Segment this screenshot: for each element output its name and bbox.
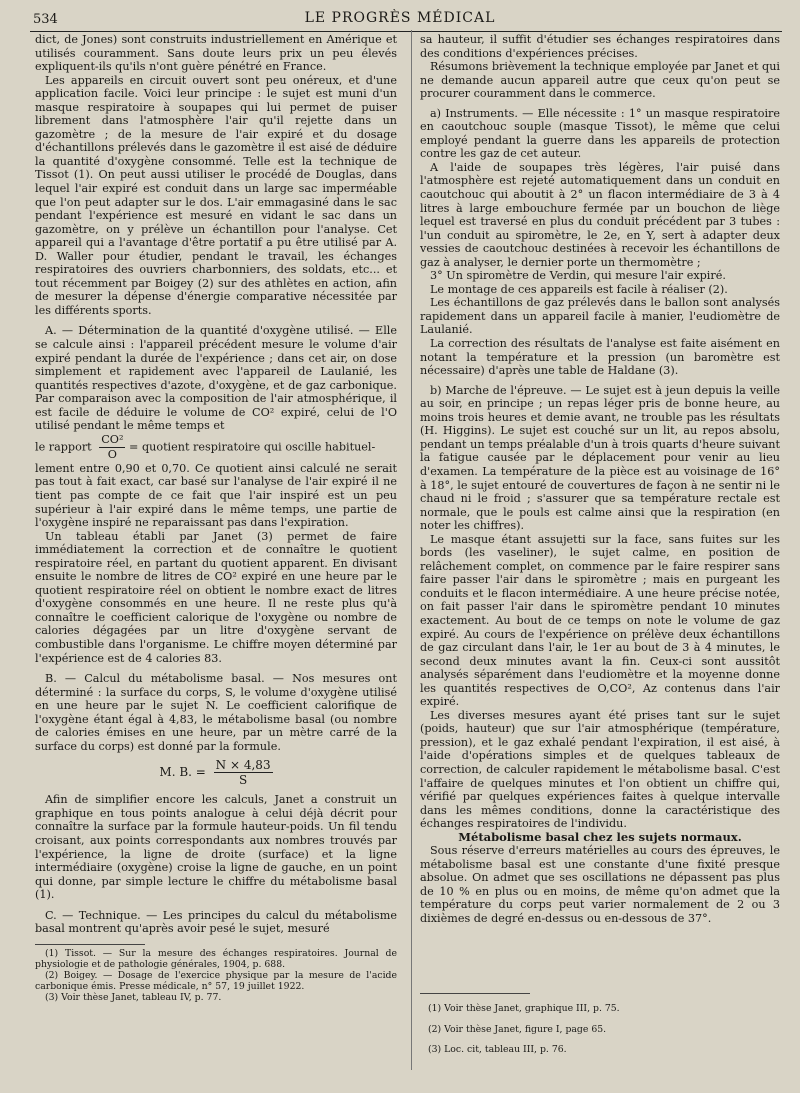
paragraph: dict, de Jones) sont construits industriellement en Amérique et utilisés couramment. Sans doute leurs prix un peu élevés expliquent-ils qu'ils n'ont guère pénétré en France. <box>35 33 397 74</box>
paragraph: lement entre 0,90 et 0,70. Ce quotient ainsi calculé ne serait pas tout à fait exact, car basé sur l'analyse de l'air expiré il ne tient pas compte de ce fait que l'air inspiré est un peu supérieur à l'air expiré dans le même temps, une partie de l'oxygène inspiré ne reparaissant pas dans l'expiration. <box>35 461 397 530</box>
paragraph: A l'aide de soupapes très légères, l'air puisé dans l'atmosphère est rejeté automatiquement dans un conduit en caoutchouc qui aboutit à 2° un flacon intermédiaire de 3 à 4 litres à large embouchure fermée par un bouchon de liège lequel est traversé en plus du conduit précédent par 3 tubes : l'un conduit au spiromètre, le 2e, en Y, sert à adapter deux vessies de caoutchouc destinées à recevoir les échantillons de gaz à analyser, le dernier porte un thermomètre ; <box>420 160 780 269</box>
formula-lead: M. B. = <box>159 765 206 780</box>
left-column <box>35 33 397 1003</box>
fraction <box>99 433 125 462</box>
header-rule <box>30 31 782 32</box>
section-heading: Métabolisme basal chez les sujets normaux. <box>458 829 742 844</box>
numerator: N × 4,83 <box>215 758 271 773</box>
metabolism-formula <box>35 758 397 787</box>
paragraph: La correction des résultats de l'analyse est faite aisément en notant la température et la pression (un baromètre est nécessaire) d'après une table de Haldane (3). <box>420 337 780 378</box>
formula-lead: le rapport <box>35 440 92 454</box>
paragraph: Afin de simplifier encore les calculs, Janet a construit un graphique en tous points analogue à celui déjà décrit pour connaître la surface par la formule hauteur-poids. Un fil tendu croisant, aux points correspondants aux nombres trouvés par l'expérience, la ligne de droite (surface) et la ligne intermédiaire (oxygène) croise la ligne de gauche, en un point qui donne, par simple lecture le chiffre du métabolisme basal (1). <box>35 793 397 902</box>
formula-tail: = quotient respiratoire qui oscille habituel- <box>129 440 376 454</box>
footnote-rule <box>35 944 145 945</box>
numerator: CO² <box>101 432 124 446</box>
paragraph: Les échantillons de gaz prélevés dans le ballon sont analysés rapidement dans un appareil facile à manier, l'eudiomètre de Laulanié. <box>420 296 780 337</box>
right-footnotes <box>420 985 780 1064</box>
paragraph: b) Marche de l'épreuve. — Le sujet est à jeun depuis la veille au soir, en principe ; un repas léger pris de bonne heure, au moins trois heures et demie avant, ne trouble pas les résultats (H. Higgins). Le sujet est couché sur un lit, au repos absolu, pendant un temps préalable d'un à trois quarts d'heure suivant la fatigue causée par le déplacement pour venir au lieu d'examen. La température de la pièce est au voisinage de 16° à 18°, le sujet entouré de couvertures de façon à ne sentir ni le chaud ni le froid ; s'assurer que sa température rectale est normale, que le pouls est calme ainsi que la respiration (en noter les chiffres). <box>420 383 780 533</box>
respiratory-quotient-formula <box>35 433 397 462</box>
paragraph: 3° Un spiromètre de Verdin, qui mesure l'air expiré. <box>430 269 726 283</box>
denominator: O <box>107 447 117 461</box>
footnote: (3) Loc. cit, tableau III, p. 76. <box>428 1043 567 1055</box>
paragraph: Les diverses mesures ayant été prises tant sur le sujet (poids, hauteur) que sur l'air atmosphérique (température, pression), et le gaz exhalé pendant l'expiration, il est aisé, à l'aide d'opérations simples et de quelques tableaux de correction, de calculer rapidement le métabolisme basal. C'est l'affaire de quelques minutes et l'on obtient un chiffre qui, vérifié par quelques expériences faites à quelque intervalle dans les mêmes conditions, donne la caractéristique des échanges respiratoires de l'individu. <box>420 708 780 831</box>
right-column <box>420 33 780 926</box>
paragraph: B. — Calcul du métabolisme basal. — Nos mesures ont déterminé : la surface du corps, S, le volume d'oxygène utilisé en une heure par le sujet N. Le coefficient calorifique de l'oxygène étant égal à 4,83, le métabolisme basal (ou nombre de calories émises en une heure, par un mètre carré de la surface du corps) est donné par la formule. <box>35 672 397 753</box>
paragraph: Le masque étant assujetti sur la face, sans fuites sur les bords (les vaseliner), le sujet calme, en position de relâchement complet, on commence par le faire respirer sans faire passer l'air dans le spiromètre ; mais en purgeant les conduits et le flacon intermédiaire. A une heure précise notée, on fait passer l'air dans le spiromètre pendant 10 minutes exactement. Au bout de ce temps on note le volume de gaz expiré. Au cours de l'expérience on prélève deux échantillons de gaz circulant dans l'air, le 1er au bout de 3 à 4 minutes, le second deux minutes avant la fin. Ceux-ci sont aussitôt analysés séparément dans l'eudiomètre et la moyenne donne les quantités respectives de O,CO², Az contenus dans l'air expiré. <box>420 532 780 709</box>
paragraph: A. — Détermination de la quantité d'oxygène utilisé. — Elle se calcule ainsi : l'appareil précédent mesure le volume d'air expiré pendant la durée de l'expérience ; dans cet air, on dose simplement et rapidement avec l'appareil de Laulanié, les quantités respectives d'azote, d'oxygène, et de gaz carbonique. Par comparaison avec la composition de l'air atmosphérique, il est facile de déduire le volume de CO² expiré, celui de l'O utilisé pendant le même temps et <box>35 324 397 433</box>
footnote: (2) Boigey. — Dosage de l'exercice physique par la mesure de l'acide carbonique émis. Presse médicale, n° 57, 19 juillet 1922. <box>35 969 397 992</box>
denominator: S <box>239 773 248 788</box>
column-separator <box>411 30 412 1070</box>
footnote-rule <box>420 993 530 994</box>
page-number: 534 <box>33 12 58 27</box>
paragraph: a) Instruments. — Elle nécessite : 1° un masque respiratoire en caoutchouc souple (masque Tissot), le même que celui employé pendant la guerre dans les appareils de protection contre les gaz de cet auteur. <box>420 106 780 161</box>
paragraph: C. — Technique. — Les principes du calcul du métabolisme basal montrent qu'après avoir pesé le sujet, mesuré <box>35 908 397 936</box>
paragraph: Les appareils en circuit ouvert sont peu onéreux, et d'une application facile. Voici leur principe : le sujet est muni d'un masque respiratoire à soupapes qui lui permet de puiser librement dans l'atmosphère l'air qu'il rejette dans un gazomètre ; de la mesure de l'air expiré et du dosage d'échantillons prélevés dans le gazomètre il est aisé de déduire la quantité d'oxygène consommé. Telle est la technique de Tissot (1). On peut aussi utiliser le procédé de Douglas, dans lequel l'air expiré est conduit dans un large sac imperméable que l'on peut adapter sur le dos. L'air emmagasiné dans le sac pendant l'expérience est mesuré en vidant le sac dans un gazomètre, on y prélève un échantillon pour l'analyse. Cet appareil qui a l'avantage d'être portatif a pu être utilisé par A. D. Waller pour étudier, pendant le travail, les échanges respiratoires des ouvriers charbonniers, des soldats, etc... et tout récemment par Boigey (2) sur des athlètes en action, afin de mesurer la dépense d'énergie comparative nécessitée par les différents sports. <box>35 73 397 317</box>
paragraph: Un tableau établi par Janet (3) permet de faire immédiatement la correction et de connaître le quotient respiratoire réel, en partant du quotient apparent. En divisant ensuite le nombre de litres de CO² expiré en une heure par le quotient respiratoire réel on obtient le nombre exact de litres d'oxygène consommés en une heure. Il ne reste plus qu'à connaître le coefficient calorique de l'oxygène ou nombre de calories dégagées par un litre d'oxygène servant de combustible dans l'organisme. Le chiffre moyen déterminé par l'expérience est de 4 calories 83. <box>35 529 397 665</box>
paragraph: Le montage de ces appareils est facile à réaliser (2). <box>430 282 728 296</box>
paragraph: sa hauteur, il suffit d'étudier ses échanges respiratoires dans des conditions d'expériences précises. <box>420 33 780 60</box>
page-header <box>0 4 800 30</box>
paragraph: Résumons brièvement la technique employée par Janet et qui ne demande aucun appareil autre que ceux qu'on peut se procurer couramment dans le commerce. <box>420 60 780 101</box>
journal-title: LE PROGRÈS MÉDICAL <box>304 10 496 26</box>
fraction <box>214 758 273 787</box>
footnote: (1) Tissot. — Sur la mesure des échanges respiratoires. Journal de physiologie et de pathologie générales, 1904, p. 688. <box>35 947 397 970</box>
footnote: (1) Voir thèse Janet, graphique III, p. 75. <box>428 1003 620 1015</box>
paragraph: Sous réserve d'erreurs matérielles au cours des épreuves, le métabolisme basal est une constante d'une fixité presque absolue. On admet que ses oscillations ne dépassent pas plus de 10 % en plus ou en moins, de même qu'on admet que la température du corps peut varier normalement de 2 ou 3 dixièmes de degré en-dessus ou en-dessous de 37°. <box>420 844 780 925</box>
footnote: (3) Voir thèse Janet, tableau IV, p. 77. <box>45 991 222 1003</box>
footnote: (2) Voir thèse Janet, figure I, page 65. <box>428 1023 607 1035</box>
